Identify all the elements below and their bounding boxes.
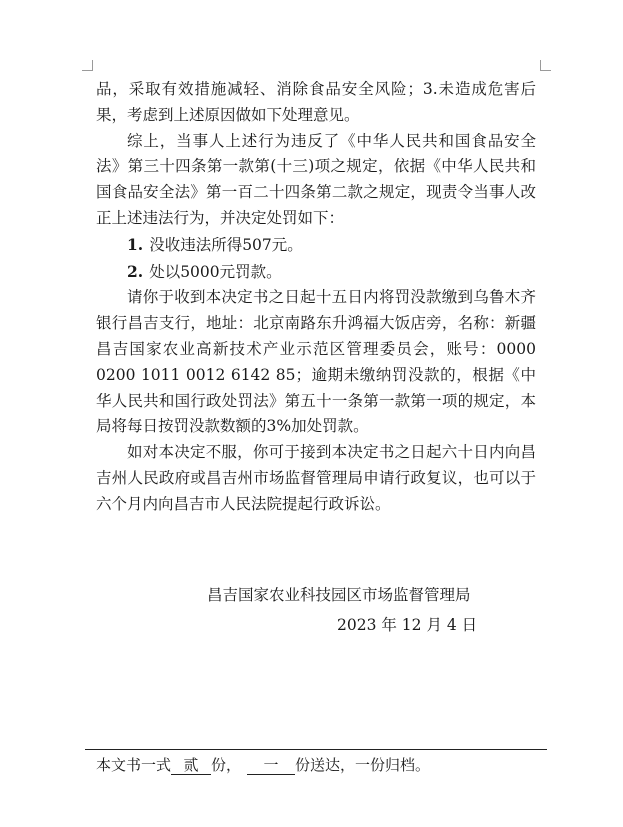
crop-mark-top-right (540, 60, 551, 71)
penalty-item-number: 2. (127, 261, 144, 281)
issue-date: 2023 年 12 月 4 日 (337, 616, 478, 634)
penalty-item-2 (96, 259, 536, 286)
paragraph-conclusion: 综上，当事人上述行为违反了《中华人民共和国食品安全法》第三十四条第一款第(十三)项之规定，依据《中华人民共和国食品安全法》第一百二十四条第二款之规定，现责令当事人改正上述违法行为，并决定处罚如下： (96, 131, 536, 227)
penalty-item-1 (96, 232, 536, 259)
copies-prefix: 本文书一式 (96, 756, 172, 774)
paragraph-payment-instructions: 请你于收到本决定书之日起十五日内将罚没款缴到乌鲁木齐银行昌吉支行，地址：北京南路东升鸿福大饭店旁，名称：新疆昌吉国家农业高新技术产业示范区管理委员会，账号：0000 0200 1011 0012 6142 85；逾期未缴纳罚没款的，根据《中华人民共和国行政处罚法》第五十一条第一款第一项的规定，本局将每日按罚没款数额的3%加处罚款。 (96, 288, 536, 436)
copies-suffix: 份送达，一份归档。 (295, 756, 431, 774)
signature-block (207, 582, 477, 638)
copies-note (96, 754, 430, 776)
copies-delivered-field: 一 (247, 756, 295, 775)
footer-divider (85, 749, 547, 750)
issuing-agency: 昌吉国家农业科技园区市场监督管理局 (207, 586, 471, 604)
penalty-item-text: 没收违法所得507元。 (149, 235, 303, 254)
copies-middle: 份， (211, 756, 242, 774)
copies-total-field: 贰 (171, 756, 211, 775)
paragraph-appeal-rights: 如对本决定不服，你可于接到本决定书之日起六十日内向昌吉州人民政府或昌吉州市场监督管理局申请行政复议，也可以于六个月内向昌吉市人民法院提起行政诉讼。 (96, 443, 536, 513)
paragraph-reasons: 品，采取有效措施减轻、消除食品安全风险；3.未造成危害后果，考虑到上述原因做如下处理意见。 (96, 80, 536, 124)
decision-body (96, 77, 536, 518)
crop-mark-top-left (82, 60, 93, 71)
penalty-item-number: 1. (127, 234, 144, 254)
penalty-item-text: 处以5000元罚款。 (149, 262, 282, 281)
